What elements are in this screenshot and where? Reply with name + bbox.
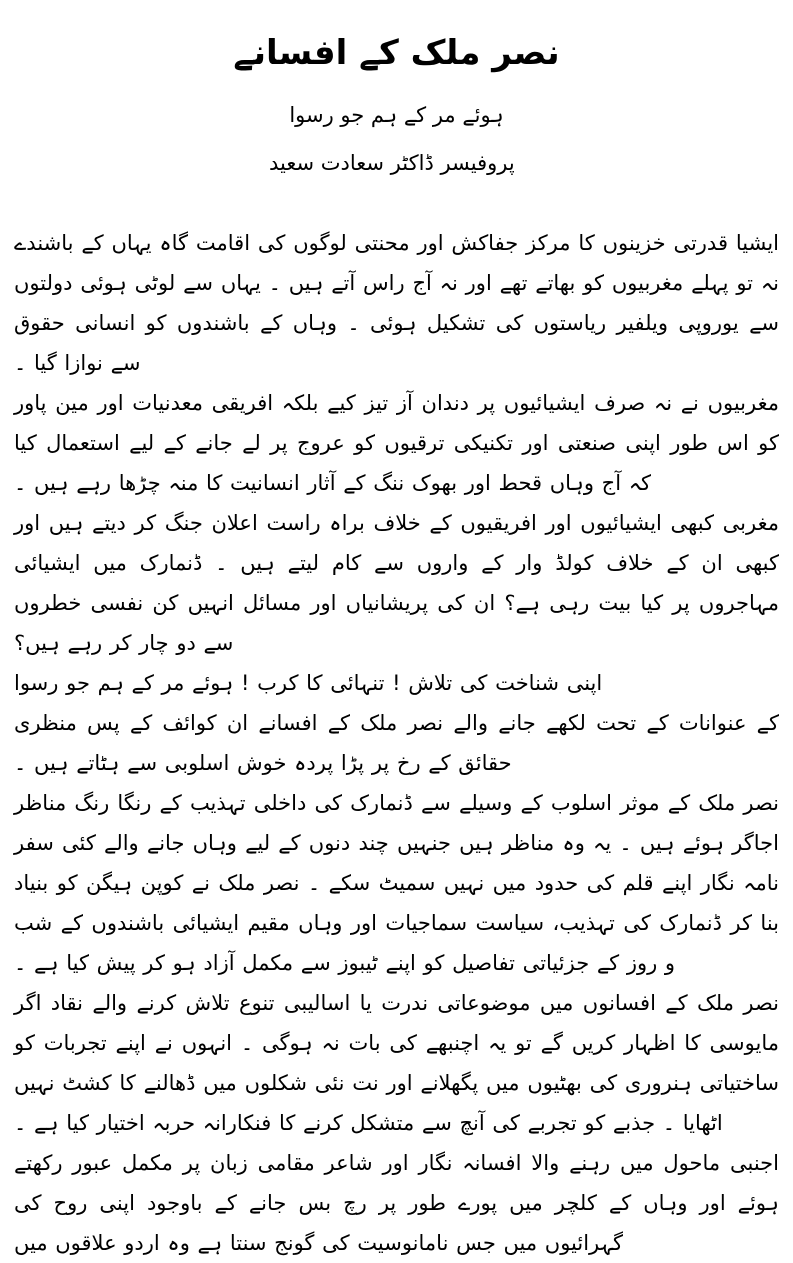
paragraph: مغربیوں نے نہ صرف ایشیائیوں پر دندان آز تیز کیے بلکہ افریقی معدنیات اور مین پاور کو اس طور اپنی صنعتی اور تکنیکی ترقیوں کو عروج پر لے جانے کے لیے استعمال کیا کہ آج وہاں قحط اور بھوک ننگ کے آثار انسانیت کا منہ چڑھا رہے ہیں ۔ (14, 391, 779, 495)
paragraph: نصر ملک کے افسانوں میں موضوعاتی ندرت یا اسالیبی تنوع تلاش کرنے والے نقاد اگر مایوسی کا اظہار کریں گے تو یہ اچنبھے کی بات نہ ہوگی ۔ انہوں نے اپنے تجربات کو ساختیاتی ہنروری کی بھٹیوں میں پگھلانے اور نت نئی شکلوں میں ڈھالنے کا کشٹ نہیں اٹھایا ۔ جذبے کو تجربے کی آنچ سے متشکل کرنے کا فنکارانہ حربہ اختیار کیا ہے ۔ (14, 991, 779, 1135)
paragraph: مغربی کبھی ایشیائیوں اور افریقیوں کے خلاف براہ راست اعلان جنگ کر دیتے ہیں اور کبھی ان کے خلاف کولڈ وار کے واروں سے کام لیتے ہیں ۔ ڈنمارک میں ایشیائی مہاجروں پر کیا بیت رہی ہے؟ ان کی پریشانیاں اور مسائل انہیں کن نفسی خطروں سے دو چار کر رہے ہیں؟ (14, 511, 779, 655)
paragraph: کے عنوانات کے تحت لکھے جانے والے نصر ملک کے افسانے ان کوائف کے پس منظری حقائق کے رخ پر پڑا پردہ خوش اسلوبی سے ہٹاتے ہیں ۔ (14, 711, 779, 775)
paragraph: اجنبی ماحول میں رہنے والا افسانہ نگار اور شاعر مقامی زبان پر مکمل عبور رکھتے ہوئے اور وہاں کے کلچر میں پورے طور پر رچ بس جانے کے باوجود اپنی روح کی گہرائیوں میں جس نامانوسیت کی گونج سنتا ہے وہ اردو علاقوں میں (14, 1151, 779, 1255)
document-subtitle: ہوئے مر کے ہم جو رسوا (289, 103, 504, 127)
author-byline: پروفیسر ڈاکٹر سعادت سعید (269, 151, 515, 175)
paragraph: اپنی شناخت کی تلاش ! تنہائی کا کرب ! ہوئے مر کے ہم جو رسوا (14, 671, 603, 695)
document-title: نصر ملک کے افسانے (233, 33, 560, 73)
paragraph: نصر ملک کے موثر اسلوب کے وسیلے سے ڈنمارک کی داخلی تہذیب کے رنگا رنگ مناظر اجاگر ہوئے ہیں ۔ یہ وہ مناظر ہیں جنہیں چند دنوں کے لیے وہاں جانے والے کئی سفر نامہ نگار اپنے قلم کی حدود میں نہیں سمیٹ سکے ۔ نصر ملک نے کوپن ہیگن کو بنیاد بنا کر ڈنمارک کی تہذیب، سیاست سماجیات اور وہاں مقیم ایشیائی باشندوں کے شب و روز کے جزئیاتی تفاصیل کو اپنے ٹیبوز سے مکمل آزاد ہو کر پیش کیا ہے ۔ (14, 791, 779, 975)
paragraph: ایشیا قدرتی خزینوں کا مرکز جفاکش اور محنتی لوگوں کی اقامت گاہ یہاں کے باشندے نہ تو پہلے مغربیوں کو بھاتے تھے اور نہ آج راس آتے ہیں ۔ یہاں سے لوٹی ہوئی دولتوں سے یوروپی ویلفیر ریاستوں کی تشکیل ہوئی ۔ وہاں کے باشندوں کو انسانی حقوق سے نوازا گیا ۔ (14, 231, 779, 375)
article-body (14, 223, 779, 1263)
